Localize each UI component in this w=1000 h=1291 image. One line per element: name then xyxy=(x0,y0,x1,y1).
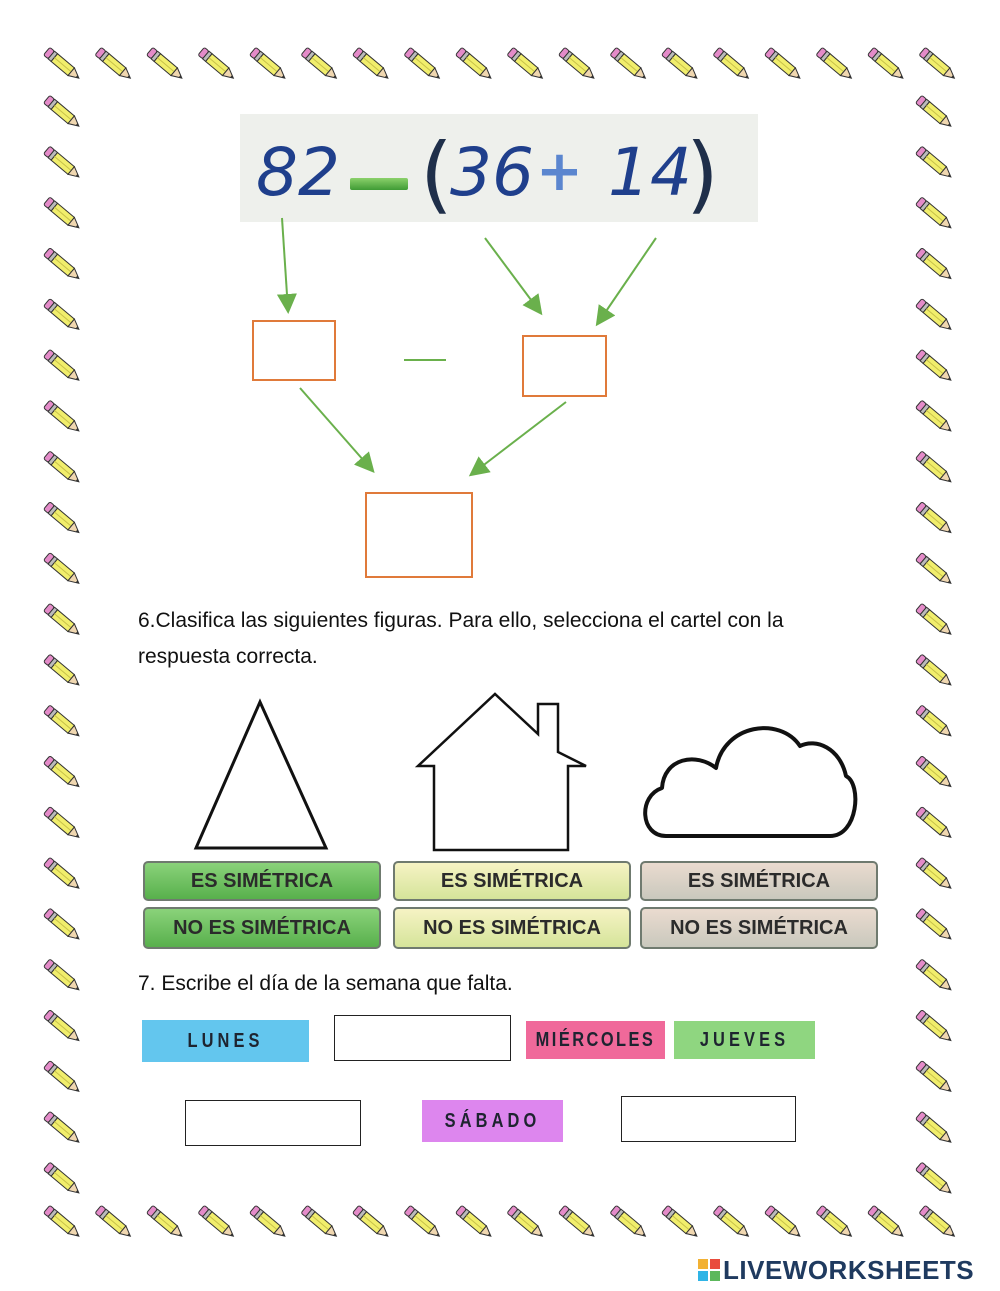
cloud-es-simetrica-button[interactable]: ES SIMÉTRICA xyxy=(640,861,878,901)
pencil-icon xyxy=(915,654,954,689)
arrow-14 xyxy=(598,238,656,323)
pencil-icon xyxy=(404,1205,443,1240)
pencil-icon xyxy=(816,1205,855,1240)
jueves-label: JUEVES xyxy=(699,1028,790,1051)
pencil-icon xyxy=(43,1205,82,1240)
pencil-icon xyxy=(764,1205,803,1240)
question-6-text: 6.Clasifica las siguientes figuras. Para ello, selecciona el cartel con la respuesta correcta. xyxy=(138,609,784,668)
answer-field-martes[interactable] xyxy=(334,1015,511,1061)
house-no-es-simetrica-button[interactable]: NO ES SIMÉTRICA xyxy=(393,907,631,949)
diagram-arrows xyxy=(0,0,1000,600)
pencil-icon xyxy=(43,959,82,994)
diagram-minus-sign xyxy=(404,359,446,361)
pencil-icon xyxy=(915,908,954,943)
cloud-no-es-simetrica-button[interactable]: NO ES SIMÉTRICA xyxy=(640,907,878,949)
question-7-text: 7. Escribe el día de la semana que falta. xyxy=(138,972,513,995)
pencil-icon xyxy=(43,1162,82,1197)
pencil-icon xyxy=(43,756,82,791)
pencil-icon xyxy=(915,1162,954,1197)
lunes-label: LUNES xyxy=(187,1029,264,1052)
liveworksheets-logo xyxy=(698,1252,974,1288)
pencil-icon xyxy=(915,807,954,842)
pencil-icon xyxy=(915,1111,954,1146)
pencil-icon xyxy=(43,1061,82,1096)
pencil-icon xyxy=(919,1205,958,1240)
pencil-icon xyxy=(146,1205,185,1240)
pencil-icon xyxy=(915,603,954,638)
pencil-icon xyxy=(867,1205,906,1240)
arrow-82 xyxy=(282,218,288,310)
close-parenthesis: ) xyxy=(686,125,719,222)
equation-number-36: 36 xyxy=(450,134,534,211)
pencil-icon xyxy=(455,1205,494,1240)
triangle-figure xyxy=(196,702,326,848)
pencil-icon xyxy=(558,1205,597,1240)
answer-field-domingo[interactable] xyxy=(621,1096,796,1142)
triangle-es-simetrica-button[interactable]: ES SIMÉTRICA xyxy=(143,861,381,901)
logo-text: LIVEWORKSHEETS xyxy=(723,1254,975,1285)
answer-box-left[interactable] xyxy=(252,320,336,381)
pencil-icon xyxy=(915,857,954,892)
pencil-icon xyxy=(43,705,82,740)
equation-number-14: 14 xyxy=(608,134,692,211)
pencil-icon xyxy=(43,857,82,892)
pencil-icon xyxy=(507,1205,546,1240)
pencil-icon xyxy=(301,1205,340,1240)
arrow-36 xyxy=(485,238,540,312)
pencil-icon xyxy=(43,807,82,842)
answer-box-right[interactable] xyxy=(522,335,607,397)
plus-sign: + xyxy=(536,139,583,204)
sabado-label: SÁBADO xyxy=(444,1109,541,1132)
pencil-icon xyxy=(352,1205,391,1240)
house-es-simetrica-button[interactable]: ES SIMÉTRICA xyxy=(393,861,631,901)
equation-number-82: 82 xyxy=(256,134,340,211)
triangle-no-es-simetrica-button[interactable]: NO ES SIMÉTRICA xyxy=(143,907,381,949)
pencil-icon xyxy=(43,908,82,943)
pencil-icon xyxy=(43,654,82,689)
arrow-right-to-result xyxy=(472,402,566,474)
pencil-icon xyxy=(249,1205,288,1240)
pencil-icon xyxy=(915,756,954,791)
pencil-icon xyxy=(915,1010,954,1045)
answer-field-viernes[interactable] xyxy=(185,1100,361,1146)
pencil-icon xyxy=(95,1205,134,1240)
figures xyxy=(140,686,880,856)
pencil-icon xyxy=(915,959,954,994)
miercoles-label: MIÉRCOLES xyxy=(535,1028,656,1051)
answer-box-result[interactable] xyxy=(365,492,473,578)
open-parenthesis: ( xyxy=(420,125,453,222)
pencil-icon xyxy=(43,603,82,638)
pencil-icon xyxy=(915,1061,954,1096)
pencil-icon xyxy=(661,1205,700,1240)
pencil-icon xyxy=(198,1205,237,1240)
cloud-figure xyxy=(645,728,855,836)
pencil-icon xyxy=(43,1111,82,1146)
pencil-icon xyxy=(915,705,954,740)
pencil-icon xyxy=(610,1205,649,1240)
arrow-left-to-result xyxy=(300,388,372,470)
pencil-icon xyxy=(713,1205,752,1240)
house-figure xyxy=(418,694,586,850)
liveworksheets-logo-icon xyxy=(698,1259,720,1281)
pencil-icon xyxy=(43,1010,82,1045)
